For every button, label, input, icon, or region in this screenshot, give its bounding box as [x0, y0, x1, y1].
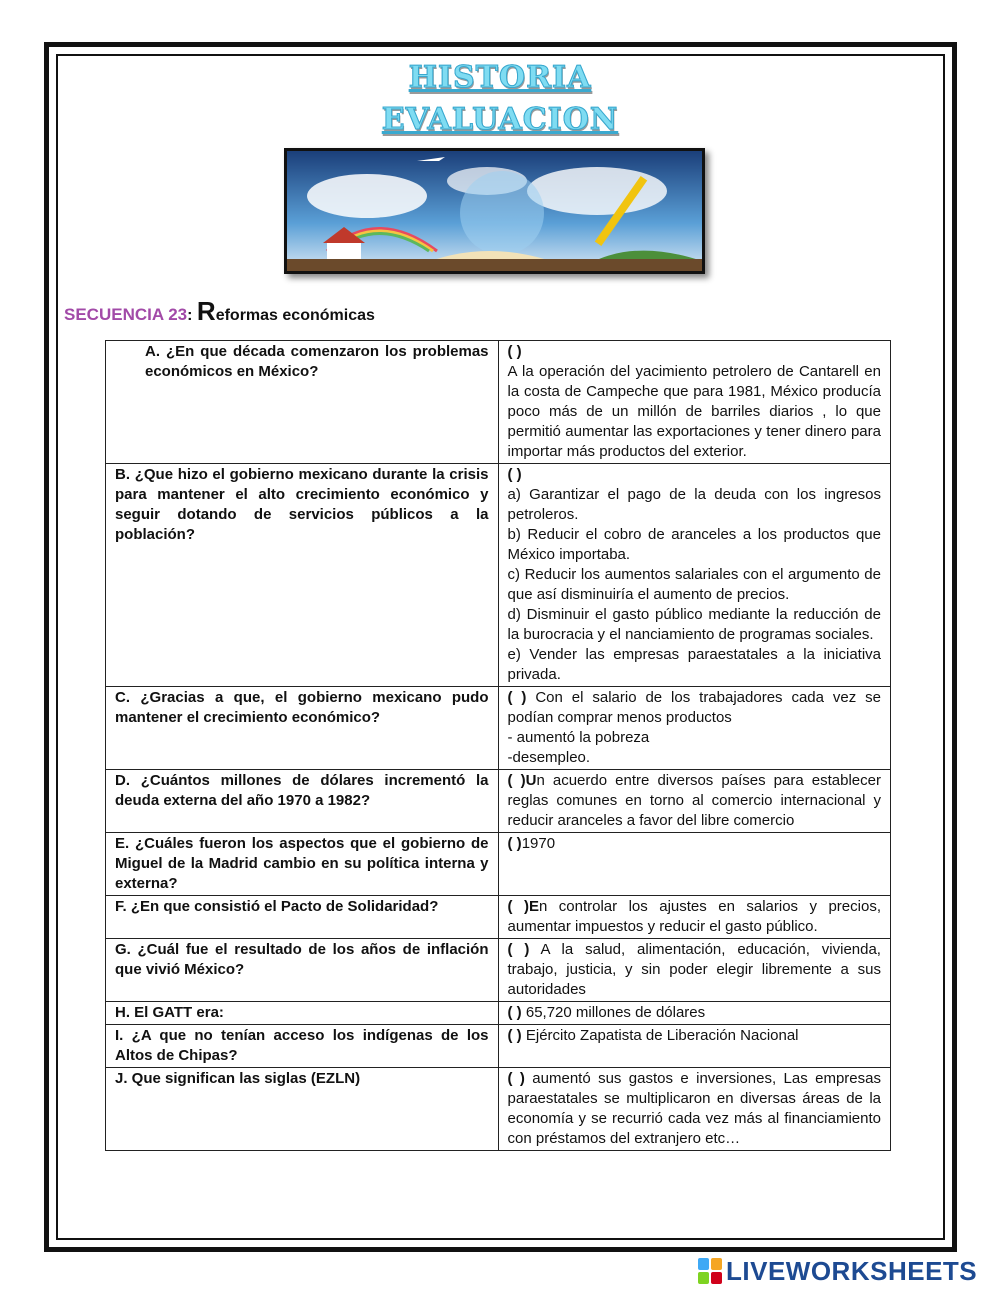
- answer-blank[interactable]: ( ): [507, 1004, 522, 1021]
- question-text: G. ¿Cuál fue el resultado de los años de inflación que vivió México?: [115, 941, 489, 978]
- question-cell: [106, 833, 499, 896]
- question-table: [105, 340, 891, 1151]
- question-text: F. ¿En que consistió el Pacto de Solidaridad?: [115, 898, 439, 915]
- answer-text: - aumentó la pobreza: [507, 729, 650, 746]
- question-cell: [106, 687, 499, 770]
- question-text: B. ¿Que hizo el gobierno mexicano durante la crisis para mantener el alto crecimiento económico y seguir dotando de servicios públicos a la población?: [115, 466, 489, 543]
- question-cell: [106, 1068, 499, 1151]
- table-row: [106, 464, 891, 687]
- answer-blank[interactable]: ( ): [507, 1027, 522, 1044]
- answer-blank[interactable]: ( ): [507, 466, 522, 483]
- question-cell: [106, 341, 499, 464]
- table-row: [106, 770, 891, 833]
- section-title: eformas económicas: [215, 307, 375, 324]
- answer-cell[interactable]: [498, 1068, 890, 1151]
- question-cell: [106, 464, 499, 687]
- question-cell: [106, 896, 499, 939]
- table-row: [106, 833, 891, 896]
- answer-cell[interactable]: [498, 1025, 890, 1068]
- answer-text: a) Garantizar el pago de la deuda con los ingresos petroleros.: [507, 486, 881, 523]
- answer-text: n acuerdo entre diversos países para establecer reglas comunes en torno al comercio internacional y reducir aranceles a favor del libre comercio: [507, 772, 881, 829]
- answer-text: A la operación del yacimiento petrolero de Cantarell en la costa de Campeche que para 1981, México producía poco más de un millón de barriles diarios , lo que permitió aumentar las exportaciones y tener dinero para importar más productos del exterior.: [507, 363, 881, 460]
- answer-blank[interactable]: ( )E: [507, 898, 539, 915]
- answer-text: e) Vender las empresas paraestatales a la iniciativa privada.: [507, 646, 881, 683]
- question-text: C. ¿Gracias a que, el gobierno mexicano pudo mantener el crecimiento económico?: [115, 689, 489, 726]
- question-text: J. Que significan las siglas (EZLN): [115, 1070, 361, 1087]
- banner-image: [284, 148, 705, 274]
- answer-blank[interactable]: ( ): [507, 835, 522, 852]
- answer-cell[interactable]: [498, 770, 890, 833]
- question-text: H. El GATT era:: [115, 1004, 224, 1021]
- question-text: A. ¿En que década comenzaron los problemas económicos en México?: [145, 343, 489, 380]
- answer-cell[interactable]: [498, 687, 890, 770]
- answer-blank[interactable]: ( )U: [507, 772, 537, 789]
- answer-text: A la salud, alimentación, educación, vivienda, trabajo, justicia, y sin poder elegir libremente a sus autoridades: [507, 941, 881, 998]
- question-text: E. ¿Cuáles fueron los aspectos que el gobierno de Miguel de la Madrid cambio en su política interna y externa?: [115, 835, 489, 892]
- answer-blank[interactable]: ( ): [507, 941, 530, 958]
- answer-cell[interactable]: [498, 833, 890, 896]
- title-line-1: HISTORIA: [408, 60, 592, 95]
- table-row: [106, 1025, 891, 1068]
- question-cell: [106, 1025, 499, 1068]
- section-heading: [64, 296, 375, 327]
- section-colon: :: [187, 307, 193, 324]
- table-row: [106, 1002, 891, 1025]
- liveworksheets-logo: [698, 1254, 994, 1288]
- answer-text: Con el salario de los trabajadores cada vez se podían comprar menos productos: [507, 689, 881, 726]
- answer-text: Ejército Zapatista de Liberación Nacional: [521, 1027, 799, 1044]
- brand-name: LIVEWORKSHEETS: [726, 1255, 978, 1286]
- section-title-initial: R: [196, 296, 216, 326]
- banner-illustration: [287, 151, 702, 271]
- table-row: [106, 341, 891, 464]
- answer-cell[interactable]: [498, 1002, 890, 1025]
- answer-blank[interactable]: ( ): [507, 689, 527, 706]
- section-label: SECUENCIA 23: [64, 305, 188, 324]
- title-line-2: EVALUACION: [381, 102, 619, 137]
- question-cell: [106, 1002, 499, 1025]
- answer-text: 1970: [521, 835, 556, 852]
- question-cell: [106, 939, 499, 1002]
- answer-text: aumentó sus gastos e inversiones, Las empresas paraestatales se multiplicaron en diversas áreas de la economía y se recurrió cada vez más al financiamiento con préstamos del extranjero etc…: [507, 1070, 881, 1147]
- answer-text: d) Disminuir el gasto público mediante la reducción de la burocracia y el nanciamiento de programas sociales.: [507, 606, 881, 643]
- answer-cell[interactable]: [498, 341, 890, 464]
- answer-cell[interactable]: [498, 896, 890, 939]
- answer-text: 65,720 millones de dólares: [521, 1004, 706, 1021]
- table-row: [106, 896, 891, 939]
- answer-cell[interactable]: [498, 464, 890, 687]
- answer-text: n controlar los ajustes en salarios y precios, aumentar impuestos y reducir el gasto público.: [507, 898, 881, 935]
- answer-cell[interactable]: [498, 939, 890, 1002]
- liveworksheets-logo-icon: [698, 1258, 722, 1284]
- table-row: [106, 1068, 891, 1151]
- answer-text: -desempleo.: [507, 749, 591, 766]
- question-text: D. ¿Cuántos millones de dólares incrementó la deuda externa del año 1970 a 1982?: [115, 772, 489, 809]
- table-row: [106, 939, 891, 1002]
- answer-blank[interactable]: ( ): [507, 343, 522, 360]
- answer-blank[interactable]: ( ): [507, 1070, 525, 1087]
- question-cell: [106, 770, 499, 833]
- table-row: [106, 687, 891, 770]
- question-text: I. ¿A que no tenían acceso los indígenas de los Altos de Chipas?: [115, 1027, 489, 1064]
- answer-text: b) Reducir el cobro de aranceles a los productos que México importaba.: [507, 526, 881, 563]
- answer-text: c) Reducir los aumentos salariales con el argumento de que así disminuiría el aumento de precios.: [507, 566, 881, 603]
